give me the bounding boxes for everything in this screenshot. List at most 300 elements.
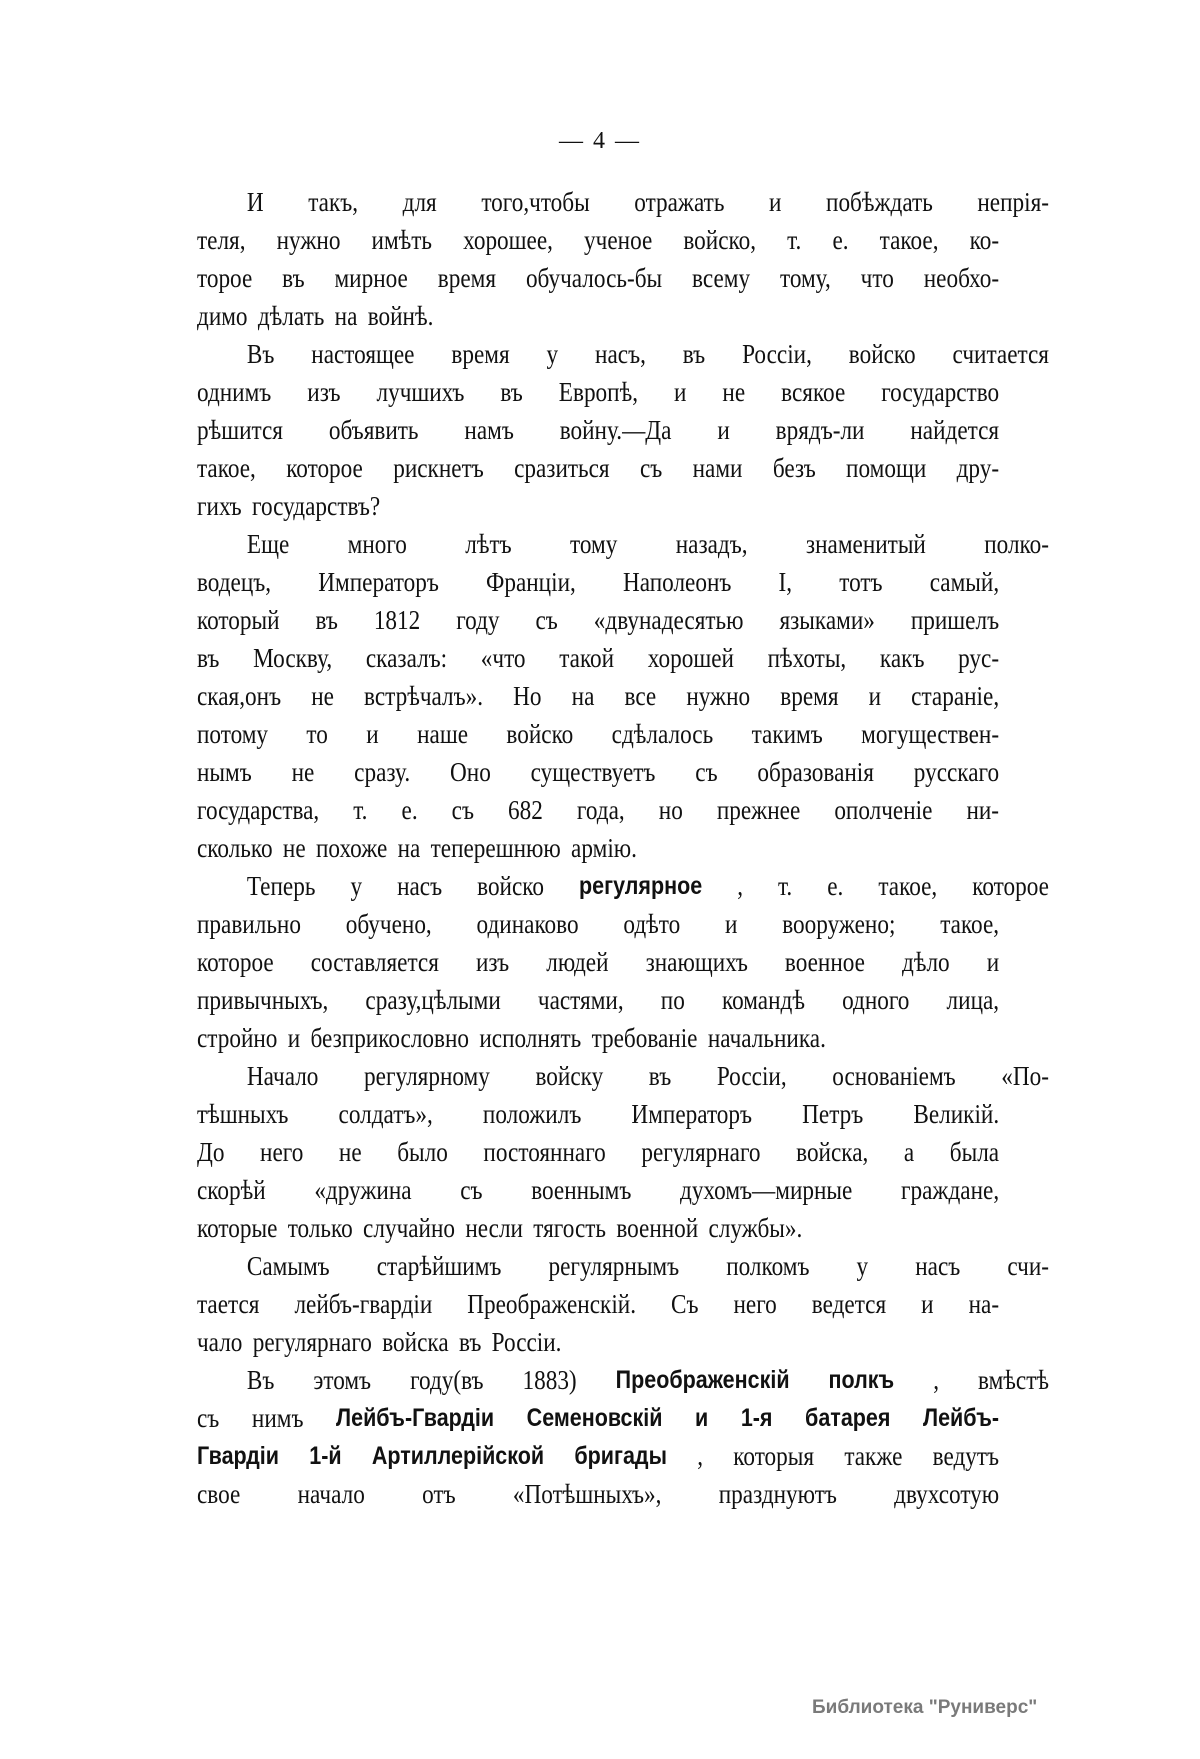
- word: тягость: [533, 1213, 606, 1243]
- word: государства,: [197, 795, 320, 825]
- word: сразу.: [354, 757, 411, 787]
- bold-word: Семеновскій: [526, 1404, 663, 1432]
- word: одѣто: [623, 909, 681, 939]
- text-line: [197, 943, 999, 981]
- word: «дружина: [314, 1175, 412, 1205]
- word: такое,: [879, 225, 939, 255]
- word: этомъ: [313, 1365, 372, 1395]
- word: обучалось-бы: [525, 263, 663, 293]
- text-line: [197, 335, 1049, 373]
- word: по: [660, 985, 685, 1015]
- word: не: [722, 377, 746, 407]
- text-line: [197, 1019, 999, 1057]
- paragraph: [197, 335, 1049, 525]
- bold-word: Гвардіи: [197, 1442, 279, 1470]
- word: такъ,: [308, 187, 359, 217]
- word: войска: [382, 1327, 449, 1357]
- paragraph: [197, 867, 1049, 1057]
- word: т.: [787, 225, 802, 255]
- word: одинаково: [476, 909, 579, 939]
- word: и: [769, 187, 782, 217]
- word: сказалъ:: [365, 643, 448, 673]
- word: армію.: [571, 833, 637, 863]
- word: составляется: [310, 947, 439, 977]
- bold-word: и: [695, 1404, 709, 1432]
- word: съ: [451, 795, 475, 825]
- word: на: [397, 833, 421, 863]
- word: тому,: [779, 263, 831, 293]
- word: ополченіе: [834, 795, 933, 825]
- word: вмѣстѣ: [978, 1365, 1049, 1395]
- word: нами: [692, 453, 743, 483]
- word: празднуютъ: [718, 1479, 837, 1509]
- word: въ: [197, 643, 220, 673]
- word: регулярному: [364, 1061, 490, 1091]
- word: была: [949, 1137, 1000, 1167]
- word: солдатъ»,: [338, 1099, 433, 1129]
- word: насъ: [915, 1251, 961, 1281]
- word: съ: [535, 605, 558, 635]
- word: сдѣлалось: [611, 719, 714, 749]
- word: службы».: [708, 1213, 803, 1243]
- word: пѣхоты,: [767, 643, 847, 673]
- word: много: [347, 529, 407, 559]
- word: 1883): [522, 1365, 577, 1395]
- word: регулярнаго: [252, 1327, 372, 1357]
- paragraph: [197, 183, 1050, 335]
- word: Съ: [671, 1289, 699, 1319]
- word: сразу,цѣлыми: [365, 985, 501, 1015]
- bold-word: Лейбъ-: [923, 1404, 1000, 1432]
- word: нимъ: [251, 1403, 304, 1433]
- word: Франціи,: [486, 567, 576, 597]
- word: Москву,: [253, 643, 333, 673]
- word: такой: [559, 643, 615, 673]
- word: Еще: [246, 529, 290, 559]
- text-line: [197, 373, 999, 411]
- word: тотъ: [839, 567, 883, 597]
- word: года,: [576, 795, 625, 825]
- word: чало: [197, 1327, 243, 1357]
- word: того,чтобы: [481, 187, 590, 217]
- word: ученое: [584, 225, 653, 255]
- word: и: [725, 909, 738, 939]
- word: Начало: [246, 1061, 319, 1091]
- word: такое,: [940, 909, 1000, 939]
- word: войско: [506, 719, 574, 749]
- word: не: [282, 833, 306, 863]
- word: случайно: [363, 1213, 456, 1243]
- word: е.: [401, 795, 418, 825]
- word: 1812: [373, 605, 421, 635]
- word: Россіи,: [716, 1061, 787, 1091]
- word: не: [311, 681, 334, 711]
- word: дру-: [956, 453, 1000, 483]
- word: духомъ—мирные: [680, 1175, 853, 1205]
- word: съ: [460, 1175, 483, 1205]
- word: на: [571, 681, 595, 711]
- word: старѣйшимъ: [376, 1251, 502, 1281]
- word: хорошее,: [463, 225, 553, 255]
- text-line: [197, 677, 999, 715]
- word: Россіи,: [742, 339, 812, 369]
- word: время: [451, 339, 510, 369]
- word: военной: [616, 1213, 699, 1243]
- word: него: [733, 1289, 777, 1319]
- word: и: [986, 947, 1000, 977]
- word: ,: [737, 871, 743, 901]
- word: непрія-: [977, 187, 1050, 217]
- bold-word: 1-й: [309, 1442, 342, 1470]
- word: военнымъ: [531, 1175, 632, 1205]
- word: Петръ: [802, 1099, 864, 1129]
- library-watermark: Библиотека "Руниверс": [812, 1697, 1038, 1718]
- word: знаменитый: [805, 529, 926, 559]
- word: изъ: [307, 377, 341, 407]
- bold-word: Преображенскій: [615, 1366, 790, 1394]
- text-line: [197, 1095, 999, 1133]
- word: Преображенскій.: [467, 1289, 637, 1319]
- word: нымъ: [197, 757, 252, 787]
- word: въ: [682, 339, 706, 369]
- word: ,: [697, 1441, 704, 1471]
- word: стройно: [197, 1023, 278, 1053]
- paragraph: [197, 1057, 1050, 1247]
- word: мирное: [334, 263, 408, 293]
- text-line: [197, 1133, 999, 1171]
- word: для: [402, 187, 437, 217]
- word: и: [717, 415, 730, 445]
- word: встрѣчалъ».: [364, 681, 484, 711]
- word: отражать: [634, 187, 725, 217]
- text-line: [197, 563, 999, 601]
- word: отъ: [422, 1479, 456, 1509]
- word: тѣшныхъ: [197, 1099, 289, 1129]
- text-line: [197, 487, 999, 525]
- word: е.: [832, 225, 849, 255]
- word: лѣтъ: [465, 529, 512, 559]
- word: гихъ: [197, 491, 242, 521]
- text-line: [197, 411, 999, 449]
- word: постояннаго: [483, 1137, 606, 1167]
- word: привычныхъ,: [197, 985, 329, 1015]
- word: ведутъ: [932, 1441, 1000, 1471]
- paragraph: [197, 1361, 1049, 1513]
- word: и: [366, 719, 379, 749]
- word: военное: [784, 947, 865, 977]
- word: войну.—Да: [559, 415, 672, 445]
- word: ко-: [969, 225, 1000, 255]
- word: «По-: [1001, 1061, 1050, 1091]
- bold-word: Артиллерійской: [371, 1442, 545, 1470]
- word: похоже: [315, 833, 388, 863]
- word: рус-: [958, 643, 1000, 673]
- text-line: [197, 715, 999, 753]
- word: тается: [197, 1289, 260, 1319]
- word: то: [306, 719, 328, 749]
- word: частями,: [537, 985, 624, 1015]
- word: изъ: [475, 947, 510, 977]
- word: необхо-: [923, 263, 1000, 293]
- text-line: [197, 601, 999, 639]
- word: свое: [197, 1479, 241, 1509]
- word: безъ: [772, 453, 816, 483]
- word: которыя: [733, 1441, 815, 1471]
- word: знающихъ: [645, 947, 748, 977]
- word: пришелъ: [910, 605, 1000, 635]
- word: Россіи.: [491, 1327, 562, 1357]
- text-line: [197, 1475, 999, 1513]
- word: у: [350, 871, 363, 901]
- word: насъ: [397, 871, 443, 901]
- bold-word: регулярное: [579, 872, 703, 900]
- word: назадъ,: [675, 529, 748, 559]
- word: лучшихъ: [376, 377, 465, 407]
- word: нужно: [686, 681, 751, 711]
- word: основаніемъ: [832, 1061, 956, 1091]
- word: дѣлать: [257, 301, 325, 331]
- word: полко-: [984, 529, 1050, 559]
- word: объявить: [328, 415, 419, 445]
- word: Въ: [246, 339, 275, 369]
- word: лица,: [946, 985, 1000, 1015]
- word: русскаго: [913, 757, 1000, 787]
- word: у: [856, 1251, 869, 1281]
- word: димо: [197, 301, 248, 331]
- word: не: [291, 757, 315, 787]
- word: Теперь: [246, 871, 316, 901]
- word: время: [780, 681, 839, 711]
- word: у: [546, 339, 559, 369]
- word: считается: [952, 339, 1049, 369]
- word: водецъ,: [197, 567, 272, 597]
- text-line: [197, 1285, 999, 1323]
- text-line: [197, 753, 999, 791]
- text-line: [197, 1361, 1049, 1399]
- word: однимъ: [197, 377, 272, 407]
- word: все: [624, 681, 657, 711]
- word: наше: [417, 719, 469, 749]
- word: и: [868, 681, 882, 711]
- text-line: [197, 259, 999, 297]
- word: языками»: [779, 605, 875, 635]
- word: самый,: [929, 567, 1000, 597]
- text-line: [197, 449, 999, 487]
- word: войско,: [683, 225, 757, 255]
- text-line: [197, 1323, 999, 1361]
- word: государство: [881, 377, 1000, 407]
- word: году(въ: [410, 1365, 484, 1395]
- word: До: [197, 1137, 225, 1167]
- bold-word: Лейбъ-Гвардіи: [336, 1404, 495, 1432]
- word: ни-: [966, 795, 1000, 825]
- word: прежнее: [716, 795, 801, 825]
- text-line: [197, 1057, 1049, 1095]
- word: съ: [639, 453, 663, 483]
- word: командѣ: [721, 985, 805, 1015]
- word: е.: [827, 871, 844, 901]
- word: было: [397, 1137, 448, 1167]
- text-line: [197, 981, 999, 1019]
- word: врядъ-ли: [775, 415, 865, 445]
- word: въ: [458, 1327, 482, 1357]
- word: хорошей: [647, 643, 734, 673]
- word: намъ: [464, 415, 514, 445]
- word: регулярнаго: [641, 1137, 761, 1167]
- word: обучено,: [345, 909, 432, 939]
- word: Императоръ: [631, 1099, 753, 1129]
- word: всему: [692, 263, 751, 293]
- word: государствъ?: [252, 491, 381, 521]
- word: требованіе: [591, 1023, 698, 1053]
- word: сразиться: [514, 453, 610, 483]
- word: только: [287, 1213, 353, 1243]
- word: правильно: [197, 909, 301, 939]
- word: также: [844, 1441, 903, 1471]
- word: «Потѣшныхъ»,: [512, 1479, 662, 1509]
- word: Великій.: [913, 1099, 1000, 1129]
- text-line: [197, 297, 999, 335]
- word: теля,: [197, 225, 246, 255]
- word: скорѣй: [197, 1175, 266, 1205]
- word: войска,: [796, 1137, 869, 1167]
- word: регулярнымъ: [548, 1251, 680, 1281]
- text-line: [197, 829, 999, 867]
- word: который: [197, 605, 280, 635]
- text-line: [197, 221, 999, 259]
- word: такое,: [197, 453, 256, 483]
- word: начальника.: [707, 1023, 826, 1053]
- word: стараніе,: [911, 681, 1000, 711]
- word: ская,онъ: [197, 681, 282, 711]
- word: а: [903, 1137, 915, 1167]
- word: побѣждать: [826, 187, 933, 217]
- page-number: — 4 —: [559, 128, 641, 154]
- text-line: [197, 1171, 999, 1209]
- word: которые: [197, 1213, 278, 1243]
- word: и: [921, 1289, 934, 1319]
- word: ведется: [811, 1289, 887, 1319]
- word: съ: [695, 757, 718, 787]
- word: людей: [546, 947, 609, 977]
- word: въ: [648, 1061, 672, 1091]
- word: нужно: [276, 225, 341, 255]
- word: теперешнюю: [430, 833, 561, 863]
- word: ,: [933, 1365, 940, 1395]
- word: потому: [197, 719, 269, 749]
- word: него: [260, 1137, 304, 1167]
- word: на-: [968, 1289, 1000, 1319]
- text-line: [197, 867, 1049, 905]
- word: исполнять: [479, 1023, 582, 1053]
- word: Наполеонъ: [622, 567, 732, 597]
- bold-word: батарея: [805, 1404, 891, 1432]
- word: найдется: [910, 415, 1000, 445]
- word: съ: [197, 1403, 220, 1433]
- word: вооружено;: [782, 909, 896, 939]
- word: несли: [465, 1213, 523, 1243]
- word: что: [860, 263, 894, 293]
- word: которое: [197, 947, 274, 977]
- word: Европѣ,: [558, 377, 639, 407]
- text-line: [197, 1209, 999, 1247]
- word: не: [338, 1137, 362, 1167]
- word: настоящее: [311, 339, 415, 369]
- word: счи-: [1007, 1251, 1050, 1281]
- word: войску: [535, 1061, 604, 1091]
- word: рискнетъ: [393, 453, 484, 483]
- word: сколько: [197, 833, 273, 863]
- bold-word: бригады: [574, 1442, 667, 1470]
- word: «что: [480, 643, 526, 673]
- word: образованія: [757, 757, 874, 787]
- word: Въ: [246, 1365, 275, 1395]
- text-line: [197, 791, 999, 829]
- bold-word: полкъ: [828, 1366, 895, 1394]
- word: И: [246, 187, 264, 217]
- word: помощи: [846, 453, 927, 483]
- bold-word: 1-я: [740, 1404, 773, 1432]
- word: I,: [778, 567, 793, 597]
- word: положилъ: [482, 1099, 582, 1129]
- paragraph: [197, 525, 1050, 867]
- text-line: [197, 1399, 999, 1437]
- word: войнѣ.: [367, 301, 434, 331]
- word: двухсотую: [894, 1479, 1000, 1509]
- text-line: [197, 1437, 999, 1475]
- word: т.: [353, 795, 368, 825]
- word: существуетъ: [530, 757, 656, 787]
- word: 682: [508, 795, 543, 825]
- text-line: [197, 525, 1049, 563]
- body-text: [197, 183, 1050, 1513]
- word: такое,: [878, 871, 938, 901]
- word: году: [456, 605, 500, 635]
- word: дѣло: [902, 947, 950, 977]
- word: на: [334, 301, 358, 331]
- word: лейбъ-гвардіи: [294, 1289, 433, 1319]
- word: Оно: [450, 757, 491, 787]
- word: насъ,: [595, 339, 646, 369]
- word: которое: [286, 453, 363, 483]
- word: безприкословно: [310, 1023, 470, 1053]
- word: и: [673, 377, 687, 407]
- word: Но: [513, 681, 542, 711]
- word: которое: [972, 871, 1049, 901]
- text-line: [197, 183, 1049, 221]
- word: рѣшится: [197, 415, 283, 445]
- word: въ: [282, 263, 305, 293]
- word: торое: [197, 263, 253, 293]
- word: имѣть: [371, 225, 433, 255]
- word: но: [658, 795, 683, 825]
- text-line: [197, 905, 999, 943]
- word: одного: [842, 985, 910, 1015]
- text-line: [197, 639, 999, 677]
- word: Императоръ: [318, 567, 439, 597]
- word: и: [287, 1023, 301, 1053]
- word: Самымъ: [246, 1251, 330, 1281]
- word: граждане,: [900, 1175, 1000, 1205]
- word: время: [437, 263, 497, 293]
- word: въ: [500, 377, 523, 407]
- word: начало: [297, 1479, 365, 1509]
- word: т.: [778, 871, 793, 901]
- word: «двунадесятью: [593, 605, 744, 635]
- word: войско: [848, 339, 916, 369]
- paragraph: [197, 1247, 1050, 1361]
- text-line: [197, 1247, 1049, 1285]
